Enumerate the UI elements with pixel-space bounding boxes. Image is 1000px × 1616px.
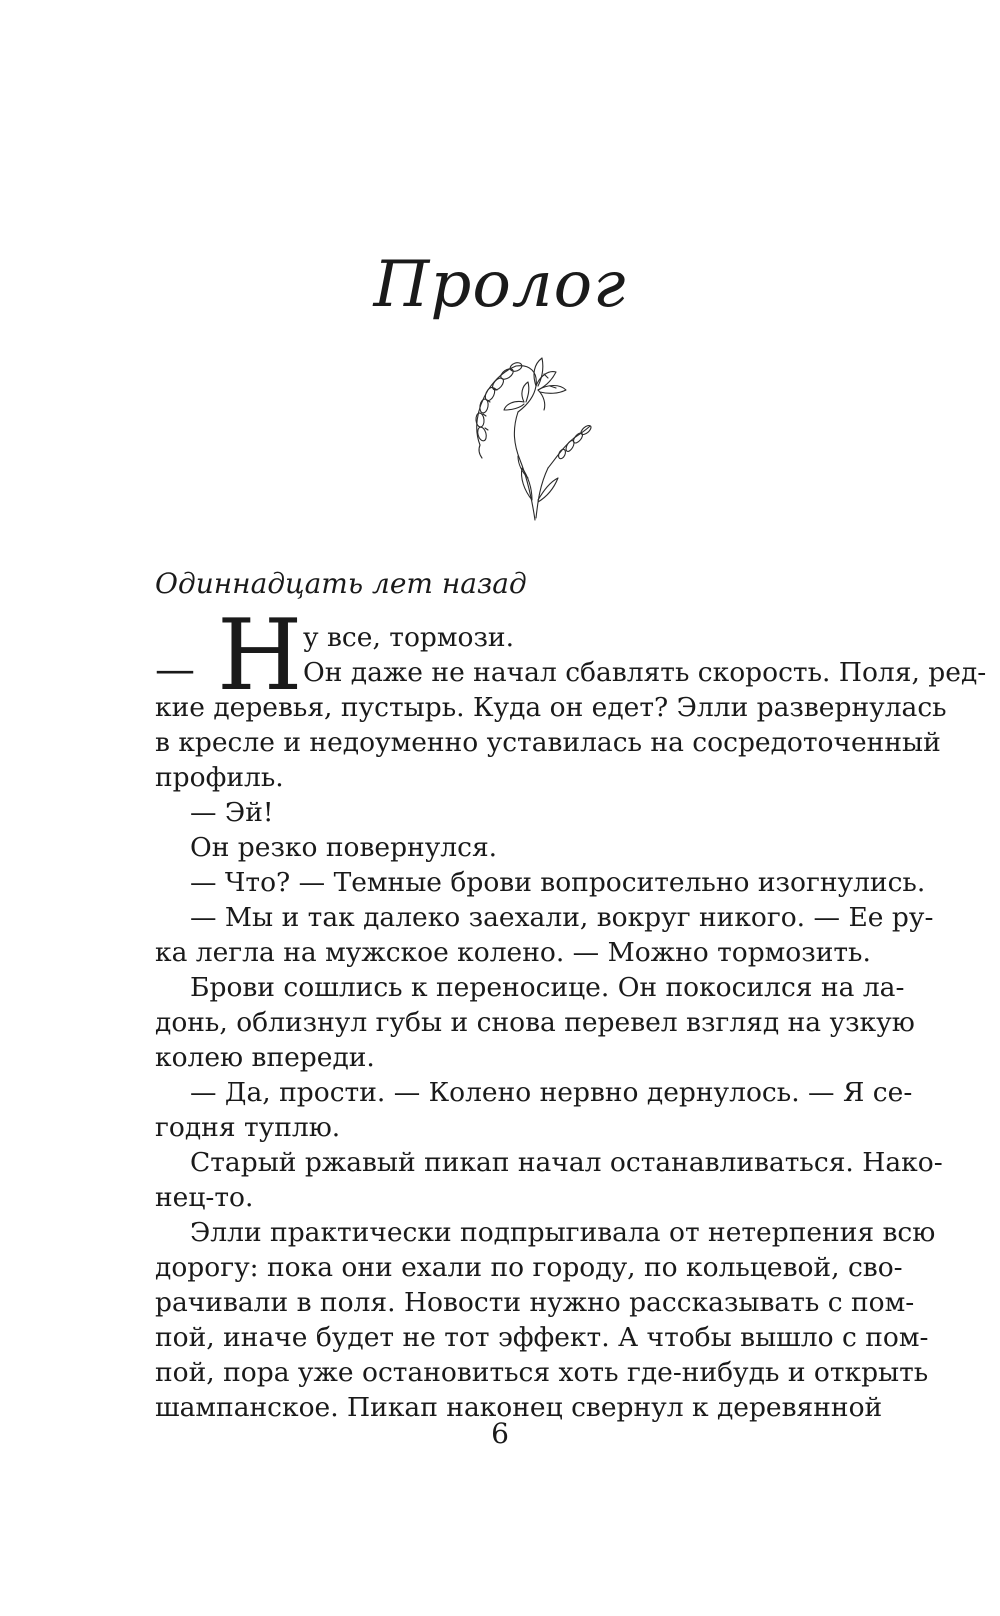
page-number: 6 <box>491 1417 509 1450</box>
text-line: дорогу: пока они ехали по городу, по кольцевой, сво- <box>155 1252 903 1283</box>
text-line: — Мы и так далеко заехали, вокруг никого. — Ее ру- <box>190 902 934 933</box>
text-line: — Да, прости. — Колено нервно дернулось. — Я се- <box>190 1077 913 1108</box>
text-line: кие деревья, пустырь. Куда он едет? Элли развернулась <box>155 692 947 723</box>
dialogue-dash: — <box>155 647 195 693</box>
text-line: Он резко повернулся. <box>190 832 498 863</box>
text-line: шампанское. Пикап наконец свернул к деревянной <box>155 1392 883 1423</box>
text-line: Он даже не начал сбавлять скорость. Поля, ред- <box>303 657 987 688</box>
text-line: — Что? — Темные брови вопросительно изогнулись. <box>190 867 926 898</box>
text-line: у все, тормози. <box>303 622 514 653</box>
text-line: Элли практически подпрыгивала от нетерпения всю <box>190 1217 936 1248</box>
chapter-title: Пролог <box>373 248 627 322</box>
text-line: нец-то. <box>155 1182 254 1213</box>
text-line: Брови сошлись к переносице. Он покосился на ла- <box>190 972 905 1003</box>
text-line: колею впереди. <box>155 1042 375 1073</box>
drop-cap: Н <box>217 599 303 713</box>
text-line: рачивали в поля. Новости нужно рассказывать с пом- <box>155 1287 915 1318</box>
text-line: ка легла на мужское колено. — Можно тормозить. <box>155 937 871 968</box>
text-line: годня туплю. <box>155 1112 341 1143</box>
text-line: профиль. <box>155 762 284 793</box>
text-line: пой, иначе будет не тот эффект. А чтобы вышло с пом- <box>155 1322 929 1353</box>
text-line: пой, пора уже остановиться хоть где-нибудь и открыть <box>155 1357 929 1388</box>
text-line: донь, облизнул губы и снова перевел взгляд на узкую <box>155 1007 915 1038</box>
text-line: Старый ржавый пикап начал останавливаться. Нако- <box>190 1147 943 1178</box>
timeline-caption: Одиннадцать лет назад <box>155 567 527 600</box>
flower-sprig-icon <box>440 350 610 525</box>
text-line: — Эй! <box>190 797 274 828</box>
text-line: в кресле и недоуменно уставилась на сосредоточенный <box>155 727 941 758</box>
body-text <box>155 599 987 1425</box>
